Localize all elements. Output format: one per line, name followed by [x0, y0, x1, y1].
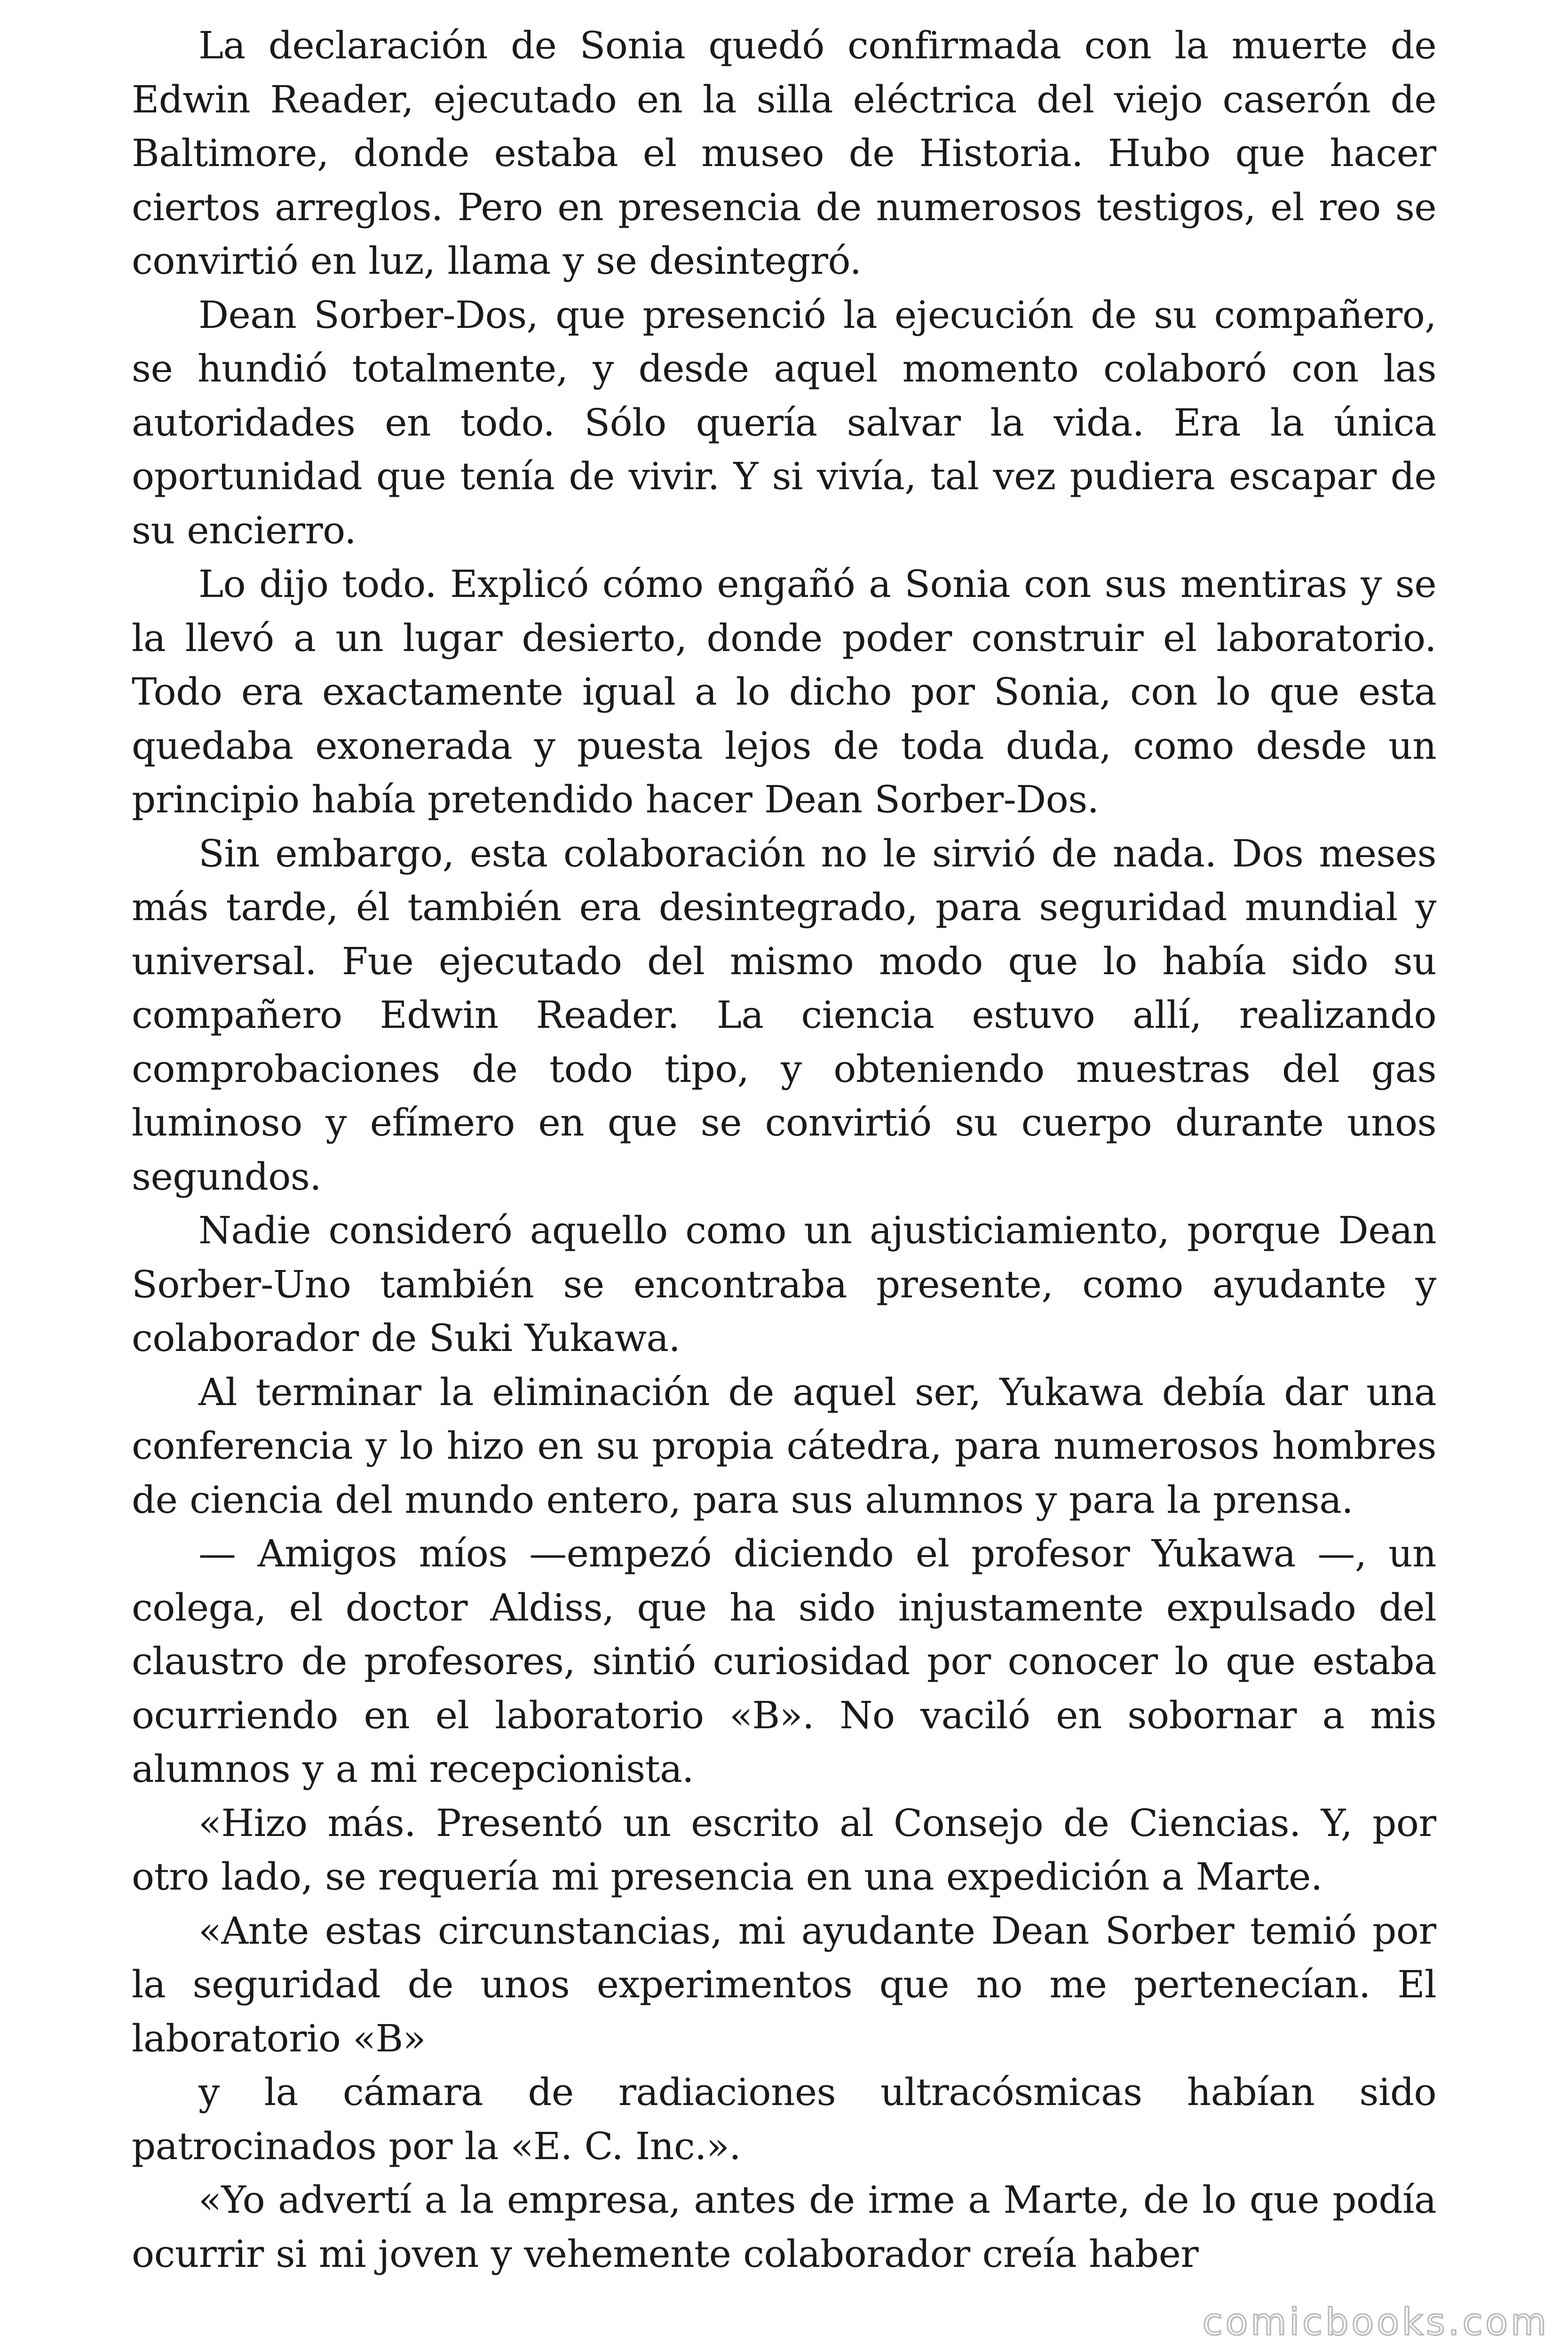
paragraph: Lo dijo todo. Explicó cómo engañó a Sonia con sus mentiras y se la llevó a un lugar desierto, donde poder construir el laboratorio. Todo era exactamente igual a lo dicho por Sonia, con lo que esta quedaba exonerada y puesta lejos de toda duda, como desde un principio había pretendido hacer Dean Sorber-Dos. — [132, 562, 1436, 821]
paragraph: Dean Sorber-Dos, que presenció la ejecución de su compañero, se hundió totalmente, y desde aquel momento colaboró con las autoridades en todo. Sólo quería salvar la vida. Era la única oportunidad que tenía de vivir. Y si vivía, tal vez pudiera escapar de su encierro. — [132, 293, 1436, 552]
watermark: comicbooks.com — [1202, 2301, 1549, 2344]
page-body — [132, 19, 1436, 2305]
paragraph: y la cámara de radiaciones ultracósmicas habían sido patrocinados por la «E. C. Inc.». — [132, 2070, 1436, 2168]
paragraph: «Yo advertí a la empresa, antes de irme a Marte, de lo que podía ocurrir si mi joven y vehemente colaborador creía haber — [132, 2178, 1436, 2276]
paragraph: La declaración de Sonia quedó confirmada con la muerte de Edwin Reader, ejecutado en la silla eléctrica del viejo caserón de Baltimore, donde estaba el museo de Historia. Hubo que hacer ciertos arreglos. Pero en presencia de numerosos testigos, el reo se convirtió en luz, llama y se desintegró. — [132, 24, 1436, 283]
paragraph: «Hizo más. Presentó un escrito al Consejo de Ciencias. Y, por otro lado, se requería mi presencia en una expedición a Marte. — [132, 1801, 1436, 1899]
paragraph: Al terminar la eliminación de aquel ser, Yukawa debía dar una conferencia y lo hizo en su propia cátedra, para numerosos hombres de ciencia del mundo entero, para sus alumnos y para la prensa. — [132, 1370, 1436, 1522]
paragraph: Sin embargo, esta colaboración no le sirvió de nada. Dos meses más tarde, él también era desintegrado, para seguridad mundial y universal. Fue ejecutado del mismo modo que lo había sido su compañero Edwin Reader. La ciencia estuvo allí, realizando comprobaciones de todo tipo, y obteniendo muestras del gas luminoso y efímero en que se convirtió su cuerpo durante unos segundos. — [132, 831, 1436, 1199]
paragraph: — Amigos míos —empezó diciendo el profesor Yukawa —, un colega, el doctor Aldiss, que ha sido injustamente expulsado del claustro de profesores, sintió curiosidad por conocer lo que estaba ocurriendo en el laboratorio «B». No vaciló en sobornar a mis alumnos y a mi recepcionista. — [132, 1532, 1436, 1791]
paragraph: «Ante estas circunstancias, mi ayudante Dean Sorber temió por la seguridad de unos experimentos que no me pertenecían. El laboratorio «B» — [132, 1908, 1436, 2060]
paragraph: Nadie consideró aquello como un ajusticiamiento, porque Dean Sorber-Uno también se encontraba presente, como ayudante y colaborador de Suki Yukawa. — [132, 1208, 1436, 1360]
